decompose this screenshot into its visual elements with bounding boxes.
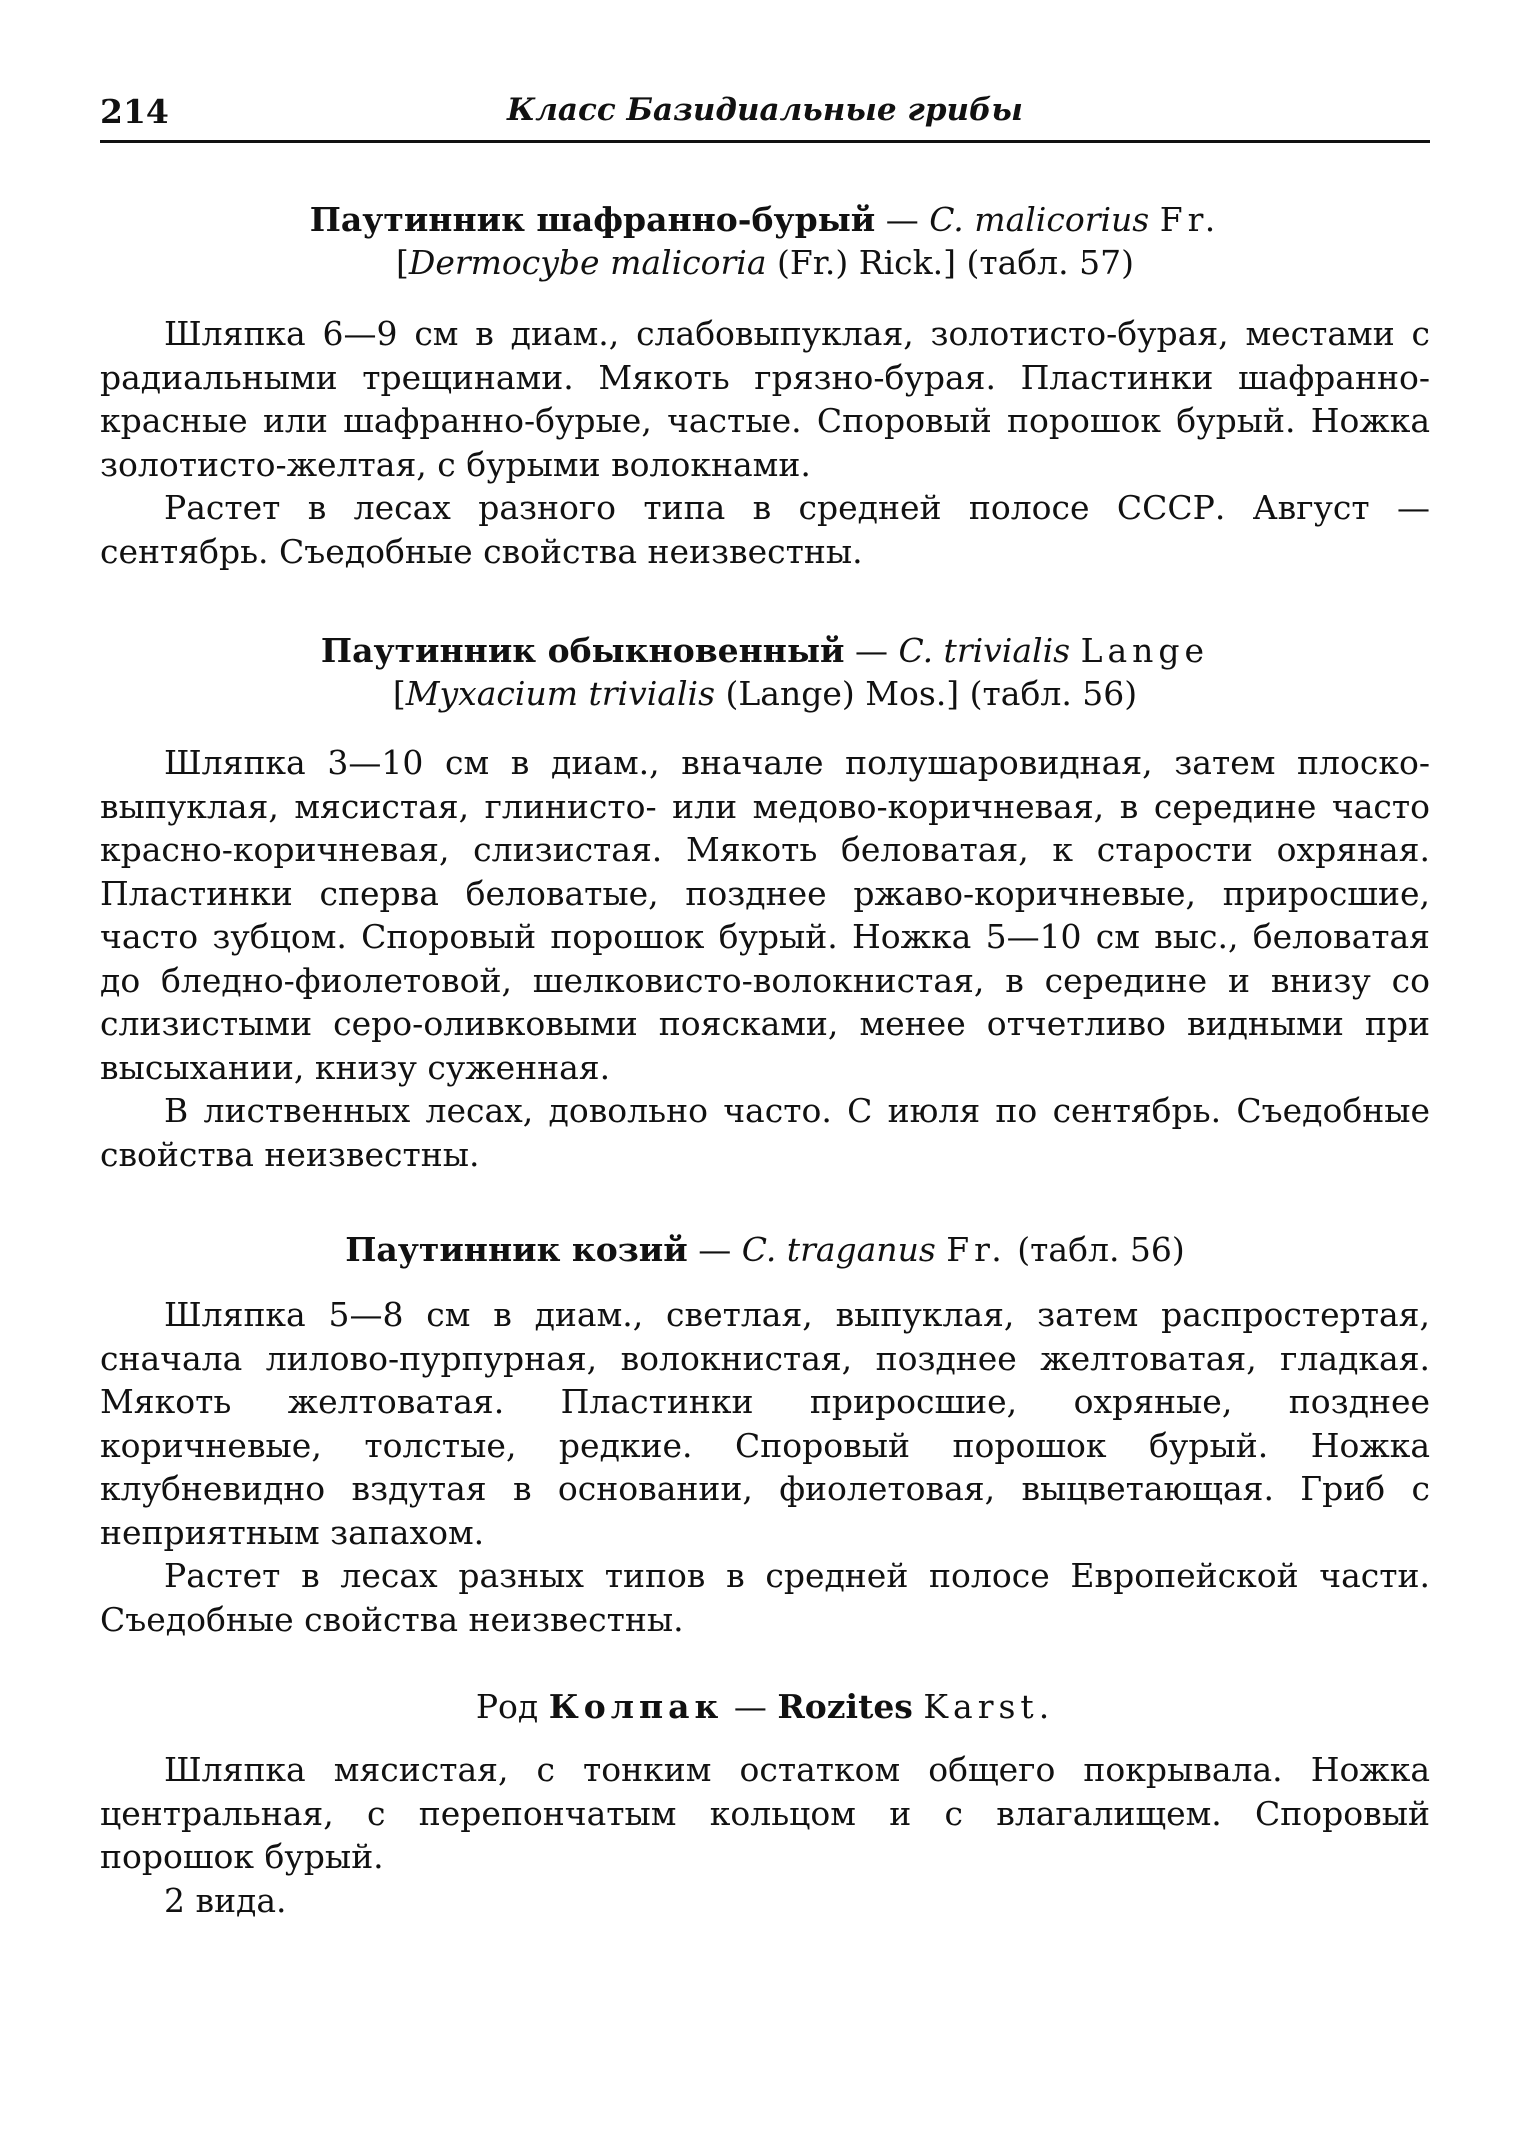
species-heading [100,1228,1430,1271]
plate-reference: (табл. 56) [959,674,1138,713]
species-name-latin: C. malicorius [929,200,1150,239]
plate-reference: (табл. 57) [956,243,1134,282]
species-name-latin: C. traganus [741,1230,936,1269]
species-section-trivialis [100,629,1430,1176]
synonym-bracket: [ [392,674,406,713]
page-number: 214 [100,92,169,131]
running-title: Класс Базидиальные грибы [507,92,1023,128]
species-habitat: В лиственных лесах, довольно часто. С июля по сентябрь. Съедобные свойства неизвестны. [100,1091,1430,1174]
species-description: Шляпка 6—9 см в диам., слабовыпуклая, золотисто-бурая, местами с радиальными трещинами. Мякоть грязно-бурая. Пластинки шафранно-красные или шафранно-бурые, частые. Споровый порошок бурый. Ножка золотисто-желтая, с бурыми волокнами. [100,314,1430,484]
genus-description: Шляпка мясистая, с тонким остатком общего покрывала. Ножка центральная, с перепончатым кольцом и с влагалищем. Споровый порошок бурый. [100,1750,1430,1876]
synonym-latin: Dermocybe malicoria [408,243,767,282]
genus-heading [100,1685,1430,1728]
genus-section-rozites [100,1685,1430,1922]
genus-prefix: Род [475,1687,539,1726]
species-name-ru: Паутинник обыкновенный [320,631,845,670]
genus-name-latin: Rozites [777,1687,913,1726]
species-section-malicorius [100,198,1430,573]
synonym-bracket: [ [396,243,409,282]
species-habitat: Растет в лесах разного типа в средней полосе СССР. Август — сентябрь. Съедобные свойства неизвестны. [100,488,1430,571]
synonym-author: (Lange) Mos.] [715,674,960,713]
genus-author: Karst. [923,1687,1055,1726]
species-name-ru: Паутинник козий [345,1230,688,1269]
heading-dash: — [875,200,930,239]
species-heading [100,198,1430,284]
species-author: Lange [1080,631,1210,670]
genus-species-count: 2 вида. [164,1880,287,1920]
species-name-ru: Паутинник шафранно-бурый [309,200,876,239]
synonym-latin: Myxacium trivialis [405,674,715,713]
plate-reference: (табл. 56) [1006,1230,1185,1269]
heading-dash: — [844,631,899,670]
book-page [100,88,1430,1922]
species-habitat: Растет в лесах разных типов в средней полосе Европейской части. Съедобные свойства неизвестны. [100,1556,1430,1639]
heading-dash: — [687,1230,742,1269]
species-name-latin: C. trivialis [898,631,1071,670]
genus-name-ru: Колпак [548,1687,724,1726]
species-description: Шляпка 5—8 см в диам., светлая, выпуклая, затем распростертая, сначала лилово-пурпурная, волокнистая, позднее желтоватая, гладкая. Мякоть желтоватая. Пластинки приросшие, охряные, позднее коричневые, толстые, редкие. Споровый порошок бурый. Ножка клубневидно вздутая в основании, фиолетовая, выцветающая. Гриб с неприятным запахом. [100,1295,1430,1552]
species-description: Шляпка 3—10 см в диам., вначале полушаровидная, затем плоско-выпуклая, мясистая, глинисто- или медово-коричневая, в середине часто красно-коричневая, слизистая. Мякоть беловатая, к старости охряная. Пластинки сперва беловатые, позднее ржаво-коричневые, приросшие, часто зубцом. Споровый порошок бурый. Ножка 5—10 см выс., беловатая до бледно-фиолетовой, шелковисто-волокнистая, в середине и внизу со слизистыми серо-оливковыми поясками, менее отчетливо видными при высыхании, книзу суженная. [100,743,1430,1087]
heading-dash: — [723,1687,778,1726]
species-author: Fr. [1159,200,1221,239]
species-section-traganus [100,1228,1430,1641]
species-author: Fr. [946,1230,1007,1269]
synonym-author: (Fr.) Rick.] [766,243,957,282]
species-heading [100,629,1430,715]
running-head [100,88,1430,143]
